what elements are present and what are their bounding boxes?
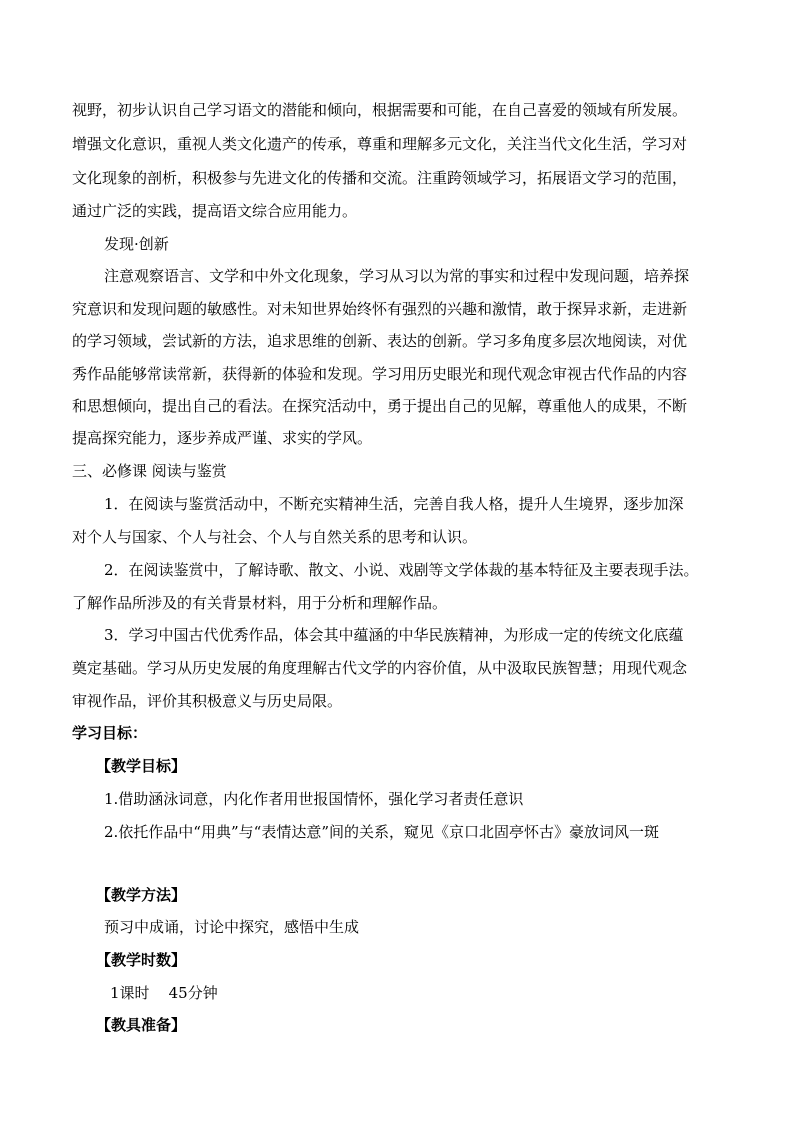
goal-item: 2.依托作品中“用典”与“表情达意”间的关系，窥见《京口北固亭怀古》豪放词风一斑 (104, 823, 659, 841)
teaching-goals-title: 【教学目标】 (96, 757, 187, 775)
paragraph-line: 秀作品能够常读常新，获得新的体验和发现。学习用历史眼光和现代观念审视古代作品的内容 (72, 365, 688, 383)
paragraph-line: 究意识和发现问题的敏感性。对未知世界始终怀有强烈的兴趣和激情，敢于探异求新，走进新 (72, 300, 688, 318)
list-item-line: 审视作品，评价其积极意义与历史局限。 (72, 692, 343, 710)
list-item-line: 3．学习中国古代优秀作品，体会其中蕴涵的中华民族精神，为形成一定的传统文化底蕴 (104, 626, 684, 644)
paragraph-line: 注意观察语言、文学和中外文化现象，学习从习以为常的事实和过程中发现问题，培养探 (104, 267, 690, 285)
paragraph-line: 的学习领域，尝试新的方法，追求思维的创新、表达的创新。学习多角度多层次地阅读，对优 (72, 332, 688, 350)
teaching-hours-text: 1课时 45分钟 (110, 984, 218, 1002)
goal-item: 1.借助涵泳词意，内化作者用世报国情怀，强化学习者责任意识 (104, 790, 524, 808)
paragraph-line: 提高探究能力，逐步养成严谨、求实的学风。 (72, 429, 373, 447)
teaching-tools-title: 【教具准备】 (96, 1016, 187, 1034)
paragraph-line: 文化现象的剖析，积极参与先进文化的传播和交流。注重跨领域学习，拓展语文学习的范围， (72, 169, 688, 187)
list-item-line: 了解作品所涉及的有关背景材料，用于分析和理解作品。 (72, 594, 448, 612)
teaching-hours-title: 【教学时数】 (96, 951, 187, 969)
paragraph-line: 和思想倾向，提出自己的看法。在探究活动中，勇于提出自己的见解，尊重他人的成果，不断 (72, 397, 688, 415)
list-item-line: 1．在阅读与鉴赏活动中，不断充实精神生活，完善自我人格，提升人生境界，逐步加深 (104, 495, 684, 513)
paragraph-line: 增强文化意识，重视人类文化遗产的传承，尊重和理解多元文化，关注当代文化生活，学习对 (72, 135, 688, 153)
teaching-method-title: 【教学方法】 (96, 886, 187, 904)
list-item-line: 对个人与国家、个人与社会、个人与自然关系的思考和认识。 (72, 528, 478, 546)
learning-goals-heading: 学习目标： (72, 724, 148, 742)
section-heading-required: 三、必修课 阅读与鉴赏 (72, 462, 227, 480)
section-heading-discovery: 发现·创新 (104, 235, 169, 253)
list-item-line: 奠定基础。学习从历史发展的角度理解古代文学的内容价值，从中汲取民族智慧；用现代观念 (72, 659, 688, 677)
paragraph-line: 通过广泛的实践，提高语文综合应用能力。 (72, 202, 358, 220)
teaching-method-text: 预习中成诵，讨论中探究，感悟中生成 (104, 918, 360, 936)
paragraph-line: 视野，初步认识自己学习语文的潜能和倾向，根据需要和可能，在自己喜爱的领域有所发展。 (72, 101, 688, 119)
list-item-line: 2．在阅读鉴赏中，了解诗歌、散文、小说、戏剧等文学体裁的基本特征及主要表现手法。 (104, 561, 699, 579)
